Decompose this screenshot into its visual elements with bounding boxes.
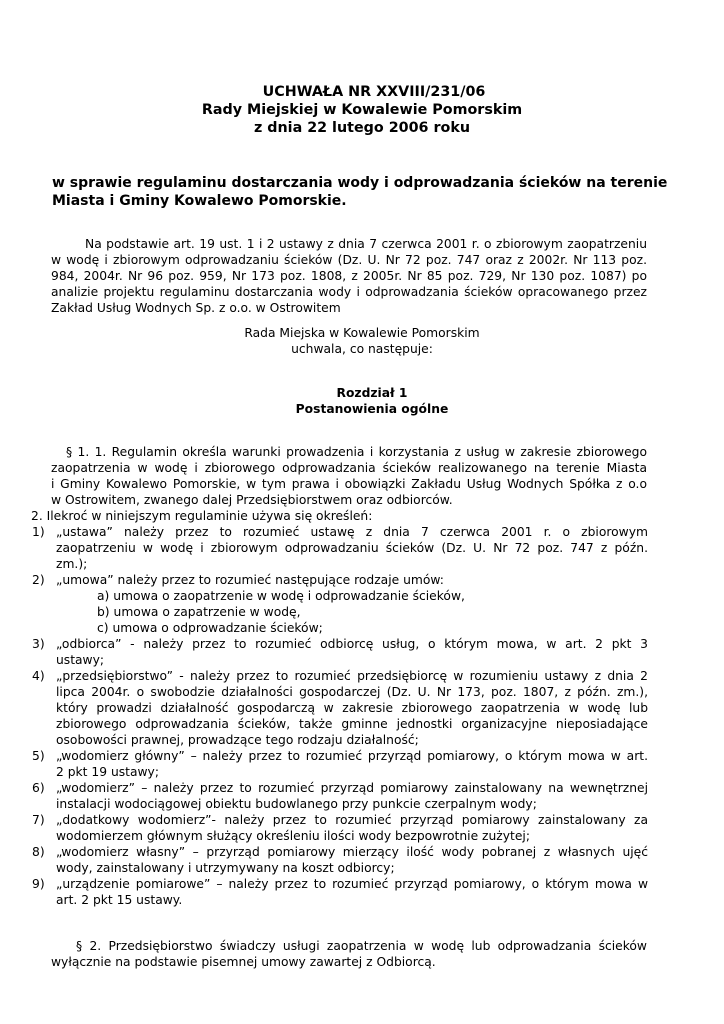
- paragraph-line: zaopatrzenia w wodę i zbiorowego odprowadzania ścieków realizowanego na terenie Miasta: [51, 461, 647, 475]
- contract-type-text: umowa o zaopatrzenie w wodę i odprowadzanie ścieków,: [113, 589, 465, 603]
- resolution-statement: [0, 325, 724, 357]
- item-number: 5): [32, 749, 45, 763]
- definition-line: „umowa” należy przez to rozumieć następujące rodzaje umów:: [56, 573, 444, 587]
- statement-line: Rada Miejska w Kowalewie Pomorskim: [244, 326, 480, 340]
- preamble-line: 984, 2004r. Nr 96 poz. 959, Nr 173 poz. 1808, z 2005r. Nr 85 poz. 729, Nr 130 poz. 1087) po: [51, 269, 647, 283]
- resolution-date: z dnia 22 lutego 2006 roku: [253, 120, 471, 136]
- definition-line: „odbiorca” - należy przez to rozumieć odbiorcę usług, o którym mowa, w art. 2 pkt 3: [56, 637, 648, 651]
- item-number: 9): [32, 877, 45, 891]
- item-number: 6): [32, 781, 45, 795]
- statement-line: uchwala, co następuje:: [291, 342, 433, 356]
- preamble-line: w wodę i zbiorowym odprowadzaniu ścieków (Dz. U. Nr 72 poz. 747 oraz z 2002r. Nr 113 poz.: [51, 253, 647, 267]
- resolution-header: [0, 83, 724, 137]
- contract-type-item: [97, 604, 301, 620]
- contract-type-item: [97, 620, 323, 636]
- contract-type-text: umowa o odprowadzanie ścieków;: [112, 621, 323, 635]
- paragraph-line: w Ostrowitem, zwanego dalej Przedsiębiorstwem oraz odbiorców.: [51, 493, 453, 507]
- item-number: 7): [32, 813, 45, 827]
- paragraph-line: wyłącznie na podstawie pisemnej umowy zawartej z Odbiorcą.: [51, 955, 436, 969]
- resolution-number: UCHWAŁA NR XXVIII/231/06: [262, 84, 486, 100]
- definition-line: „ustawa” należy przez to rozumieć ustawę z dnia 7 czerwca 2001 r. o zbiorowym: [56, 525, 648, 539]
- definition-line: zbiorowego odprowadzania ścieków, także gminne jednostki organizacyjne nieposiadające: [56, 717, 648, 731]
- definition-line: „wodomierz” – należy przez to rozumieć przyrząd pomiarowy zainstalowany na wewnętrznej: [56, 781, 648, 795]
- definition-line: ustawy;: [56, 653, 105, 667]
- item-number: 8): [32, 845, 45, 859]
- paragraph-line: i Gminy Kowalewo Pomorskie, w tym prawa i obowiązki Zakładu Usług Wodnych Spółka z o.o: [51, 477, 647, 491]
- chapter-title: Postanowienia ogólne: [295, 402, 449, 416]
- item-letter: c): [97, 621, 109, 635]
- definition-line: „wodomierz własny” – przyrząd pomiarowy mierzący ilość wody pobranej z własnych ujęć: [56, 845, 648, 859]
- item-letter: a): [97, 589, 110, 603]
- definition-line: art. 2 pkt 15 ustawy.: [56, 893, 183, 907]
- paragraph-1-item-2: 2. Ilekroć w niniejszym regulaminie używa się określeń:: [31, 509, 373, 523]
- definition-line: „dodatkowy wodomierz”- należy przez to rozumieć przyrząd pomiarowy zainstalowany za: [56, 813, 648, 827]
- definition-line: zm.);: [56, 557, 88, 571]
- chapter-heading: [0, 385, 724, 417]
- definition-line: instalacji wodociągowej obiektu budowlanego przy punkcie czerpalnym wody;: [56, 797, 537, 811]
- definition-line: wody, zainstalowany i utrzymywany na koszt odbiorcy;: [56, 861, 395, 875]
- council-name: Rady Miejskiej w Kowalewie Pomorskim: [201, 102, 523, 118]
- definition-line: wodomierzem głównym służący określeniu ilości wody bezpowrotnie zużytej;: [56, 829, 530, 843]
- item-number: 2): [32, 573, 45, 587]
- preamble-line: Zakład Usług Wodnych Sp. z o.o. w Ostrowitem: [51, 301, 341, 315]
- contract-type-text: umowa o zapatrzenie w wodę,: [113, 605, 301, 619]
- paragraph-line: § 1. 1. Regulamin określa warunki prowadzenia i korzystania z usług w zakresie zbiorowego: [66, 445, 647, 459]
- item-letter: b): [97, 605, 110, 619]
- contract-type-item: [97, 588, 465, 604]
- definition-line: „wodomierz główny” – należy przez to rozumieć przyrząd pomiarowy, o którym mowa w art.: [56, 749, 648, 763]
- paragraph-2: [51, 938, 647, 970]
- item-number: 3): [32, 637, 45, 651]
- paragraph-1: [51, 444, 647, 508]
- preamble: [51, 236, 647, 316]
- definition-line: 2 pkt 19 ustawy;: [56, 765, 159, 779]
- preamble-line: Na podstawie art. 19 ust. 1 i 2 ustawy z dnia 7 czerwca 2001 r. o zbiorowym zaopatrzeniu: [85, 237, 647, 251]
- paragraph-line: § 2. Przedsiębiorstwo świadczy usługi zaopatrzenia w wodę lub odprowadzania ścieków: [76, 939, 647, 953]
- preamble-line: analizie projektu regulaminu dostarczania wody i odprowadzania ścieków opracowanego przez: [51, 285, 647, 299]
- subject-line: w sprawie regulaminu dostarczania wody i odprowadzania ścieków na terenie: [52, 175, 668, 191]
- subject-line: Miasta i Gminy Kowalewo Pomorskie.: [52, 193, 347, 209]
- chapter-number: Rozdział 1: [336, 386, 408, 400]
- definition-line: lipca 2004r. o swobodzie działalności gospodarczej (Dz. U. Nr 173, poz. 1807, z późn. zm.),: [56, 685, 648, 699]
- definition-line: osobowości prawnej, prowadzące tego rodzaju działalność;: [56, 733, 419, 747]
- item-number: 1): [32, 525, 45, 539]
- resolution-subject: [52, 174, 672, 210]
- definition-line: zaopatrzeniu w wodę i zbiorowym odprowadzaniu ścieków (Dz. U. Nr 72 poz. 747 z późn.: [56, 541, 648, 555]
- definition-line: który prowadzi działalność gospodarczą w zakresie zbiorowego zaopatrzenia w wodę lub: [56, 701, 648, 715]
- definition-line: „przedsiębiorstwo” - należy przez to rozumieć przedsiębiorcę w rozumieniu ustawy z dnia 2: [56, 669, 648, 683]
- item-number: 4): [32, 669, 45, 683]
- definition-line: „urządzenie pomiarowe” – należy przez to rozumieć przyrząd pomiarowy, o którym mowa w: [56, 877, 648, 891]
